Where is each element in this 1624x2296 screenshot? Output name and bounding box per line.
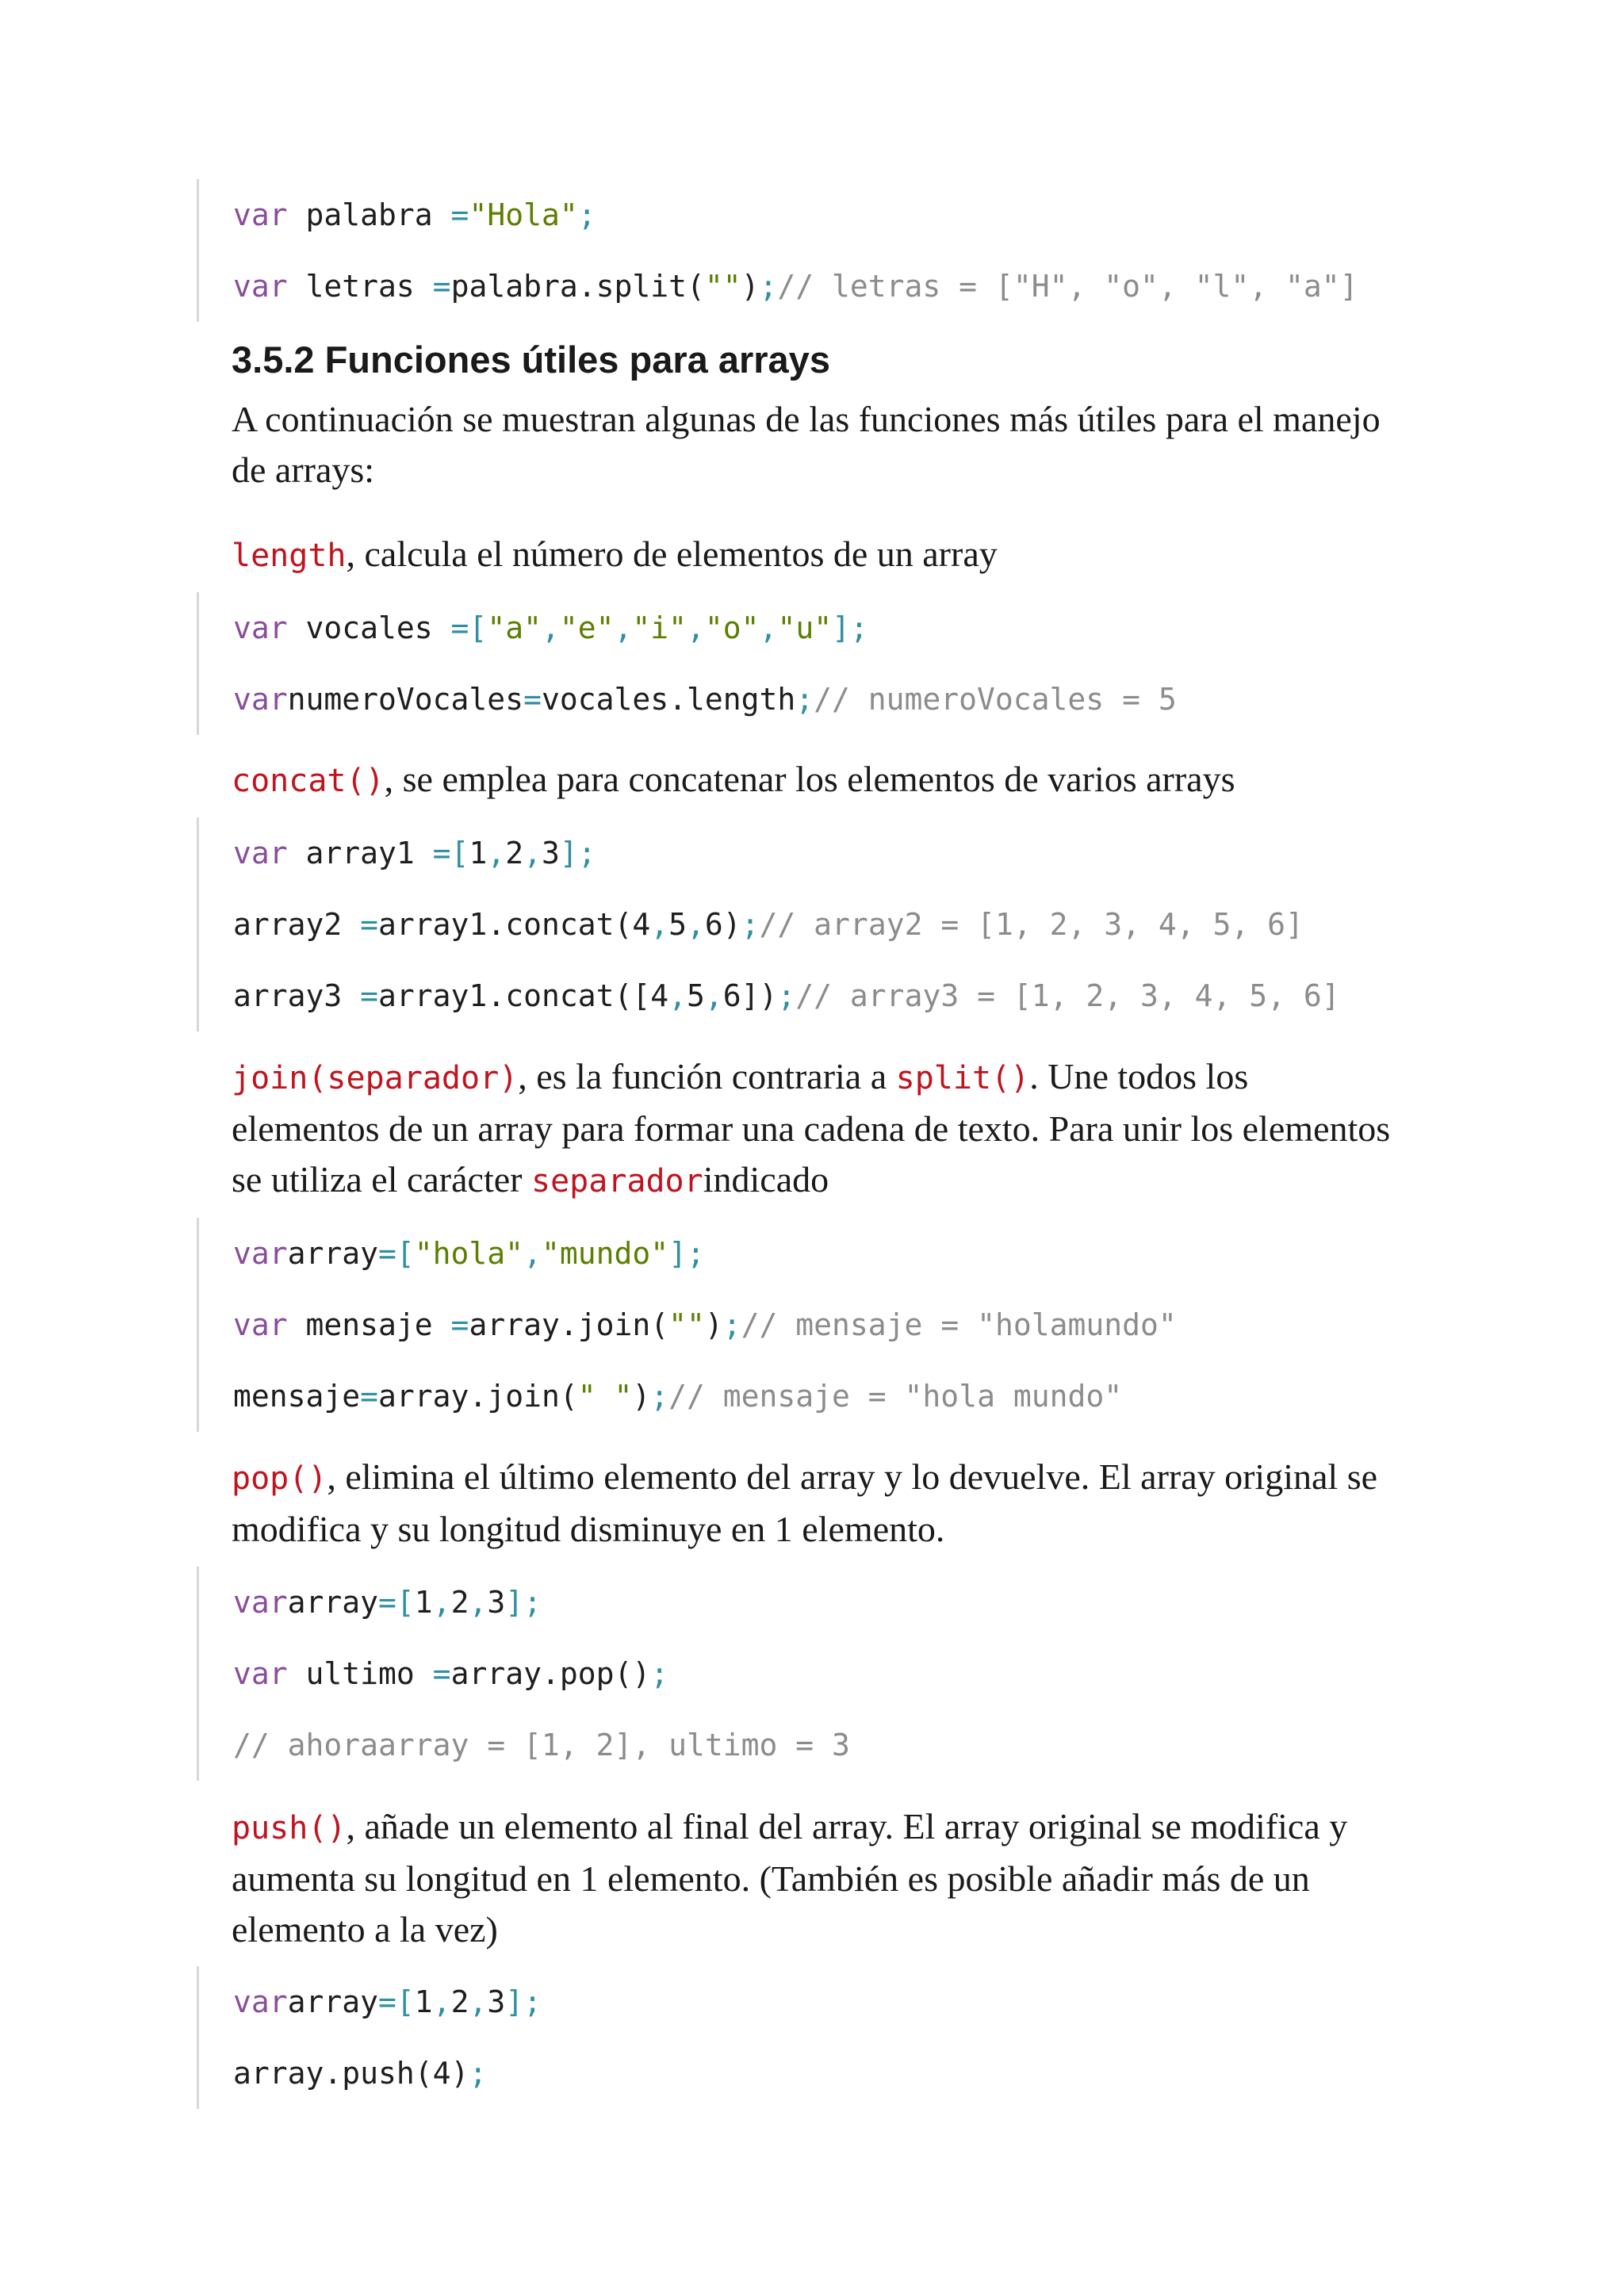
string-token: "u" (777, 610, 833, 645)
identifier-token: 6) (704, 907, 741, 942)
identifier-token: letras (287, 269, 433, 304)
identifier-token: array (287, 1236, 379, 1271)
identifier-token: 1 (469, 836, 488, 871)
string-token: "mundo" (541, 1236, 669, 1271)
identifier-token: 6]) (722, 978, 778, 1013)
punctuation-token: =[ (378, 1585, 415, 1620)
punctuation-token: , (687, 907, 705, 942)
string-token: "Hola" (469, 197, 578, 232)
identifier-token: 1 (414, 1585, 433, 1620)
keyword-token: var (233, 1585, 288, 1620)
identifier-token: ) (704, 1307, 723, 1342)
punctuation-token: ; (759, 269, 778, 304)
punctuation-token: , (650, 907, 669, 942)
code-line (233, 1360, 1177, 1432)
punctuation-token: ]; (559, 836, 596, 871)
split-function-name: split() (895, 1060, 1030, 1096)
identifier-token: array1.concat(4 (378, 907, 651, 942)
comment-token: // ahoraarray = [1, 2], ultimo = 3 (233, 1728, 850, 1762)
code-line (233, 889, 1340, 960)
punctuation-token: , (432, 1585, 451, 1620)
keyword-token: var (233, 269, 288, 304)
code-line (233, 251, 1358, 322)
code-line (233, 1709, 850, 1781)
concat-function-name: concat() (232, 763, 385, 799)
code-line (233, 664, 1177, 735)
keyword-token: var (233, 197, 288, 232)
identifier-token: array.push(4) (233, 2056, 469, 2091)
punctuation-token: =[ (432, 836, 469, 871)
concat-description (232, 754, 1405, 806)
push-description (232, 1801, 1405, 1955)
identifier-token: palabra (287, 197, 451, 232)
punctuation-token: , (523, 1236, 542, 1271)
keyword-token: var (233, 1656, 288, 1691)
punctuation-token: =[ (450, 610, 488, 645)
string-token: "hola" (414, 1236, 524, 1271)
punctuation-token: ]; (505, 1585, 542, 1620)
identifier-token: array.join( (378, 1379, 578, 1414)
punctuation-token: ]; (668, 1236, 705, 1271)
identifier-token: 3 (542, 836, 560, 871)
code-line (233, 1567, 850, 1638)
code-line (233, 179, 1358, 251)
comment-token: // numeroVocales = 5 (814, 682, 1177, 717)
code-block-push (197, 1966, 542, 2109)
string-token: "a" (487, 610, 542, 645)
punctuation-token: ; (650, 1379, 669, 1414)
punctuation-token: , (469, 1585, 488, 1620)
section-heading: 3.5.2 Funciones útiles para arrays (232, 339, 830, 381)
punctuation-token: ; (650, 1656, 669, 1691)
keyword-token: var (233, 1307, 288, 1342)
punctuation-token: , (668, 978, 687, 1013)
length-description (232, 529, 1405, 581)
identifier-token: 2 (450, 1585, 469, 1620)
punctuation-token: =[ (378, 1236, 415, 1271)
comment-token: // mensaje = "holamundo" (741, 1307, 1177, 1342)
identifier-token: 3 (487, 1585, 506, 1620)
keyword-token: var (233, 682, 288, 717)
pop-description-text: , elimina el último elemento del array y lo devuelve. El array original se modifica y su longitud disminuye en 1 elemento. (232, 1456, 1378, 1549)
punctuation-token: , (469, 1984, 488, 2019)
code-line (233, 1289, 1177, 1360)
string-token: "o" (704, 610, 760, 645)
join-function-name: join(separador) (232, 1060, 519, 1096)
join-description-text-3: indicado (703, 1159, 829, 1200)
identifier-token: array2 (233, 907, 361, 942)
punctuation-token: = (360, 978, 379, 1013)
keyword-token: var (233, 1236, 288, 1271)
punctuation-token: = (450, 1307, 469, 1342)
code-line (233, 1638, 850, 1709)
join-description (232, 1051, 1405, 1207)
code-line (233, 1218, 1177, 1289)
punctuation-token: , (614, 610, 633, 645)
punctuation-token: ; (795, 682, 814, 717)
identifier-token: vocales.length (541, 682, 796, 717)
punctuation-token: ; (577, 197, 596, 232)
identifier-token: array (287, 1984, 379, 2019)
identifier-token: array.pop() (450, 1656, 651, 1691)
comment-token: // array2 = [1, 2, 3, 4, 5, 6] (759, 907, 1304, 942)
code-block-split (197, 179, 1358, 322)
punctuation-token: ; (777, 978, 796, 1013)
string-token: "i" (632, 610, 688, 645)
code-block-join (197, 1218, 1177, 1432)
separador-parameter-name: separador (530, 1163, 703, 1200)
length-function-name: length (232, 538, 347, 574)
code-block-pop (197, 1567, 850, 1781)
join-description-text-2: . Une todos los elementos de un array para formar una cadena de texto. Para unir los elementos se utiliza el carácter (232, 1056, 1391, 1200)
identifier-token: 5 (668, 907, 687, 942)
identifier-token: array.join( (469, 1307, 669, 1342)
code-line (233, 960, 1340, 1031)
comment-token: // letras = ["H", "o", "l", "a"] (777, 269, 1358, 304)
identifier-token: ultimo (287, 1656, 433, 1691)
code-line (233, 592, 1177, 664)
punctuation-token: = (432, 1656, 451, 1691)
join-description-text-1: , es la función contraria a (518, 1056, 896, 1096)
pop-function-name: pop() (232, 1460, 327, 1497)
identifier-token: mensaje (287, 1307, 451, 1342)
punctuation-token: ; (469, 2056, 488, 2091)
punctuation-token: = (432, 269, 451, 304)
keyword-token: var (233, 1984, 288, 2019)
identifier-token: mensaje (233, 1379, 361, 1414)
punctuation-token: , (541, 610, 560, 645)
identifier-token: ) (632, 1379, 651, 1414)
code-line (233, 817, 1340, 889)
identifier-token: ) (741, 269, 760, 304)
push-function-name: push() (232, 1810, 347, 1846)
punctuation-token: , (523, 836, 542, 871)
identifier-token: array1.concat([4 (378, 978, 669, 1013)
keyword-token: var (233, 836, 288, 871)
punctuation-token: = (360, 1379, 379, 1414)
punctuation-token: =[ (378, 1984, 415, 2019)
comment-token: // array3 = [1, 2, 3, 4, 5, 6] (795, 978, 1340, 1013)
intro-paragraph: A continuación se muestran algunas de las funciones más útiles para el manejo de arrays: (232, 399, 1381, 490)
push-description-text: , añade un elemento al final del array. El array original se modifica y aumenta su longitud en 1 elemento. (También es posible añadir más de un elemento a la vez) (232, 1806, 1348, 1950)
punctuation-token: , (487, 836, 506, 871)
identifier-token: array (287, 1585, 379, 1620)
string-token: "e" (559, 610, 615, 645)
concat-description-text: , se emplea para concatenar los elementos de varios arrays (384, 759, 1235, 799)
identifier-token: palabra.split( (450, 269, 705, 304)
punctuation-token: ]; (832, 610, 868, 645)
code-line (233, 2038, 542, 2109)
identifier-token: 2 (505, 836, 524, 871)
string-token: "" (668, 1307, 705, 1342)
punctuation-token: ; (722, 1307, 741, 1342)
length-description-text: , calcula el número de elementos de un array (346, 534, 998, 574)
code-block-concat (197, 817, 1340, 1031)
identifier-token: array3 (233, 978, 361, 1013)
identifier-token: numeroVocales (287, 682, 524, 717)
punctuation-token: ; (741, 907, 760, 942)
code-line (233, 1966, 542, 2038)
string-token: " " (577, 1379, 633, 1414)
punctuation-token: , (687, 610, 705, 645)
punctuation-token: , (704, 978, 723, 1013)
punctuation-token: = (523, 682, 542, 717)
punctuation-token: , (432, 1984, 451, 2019)
identifier-token: array1 (287, 836, 433, 871)
identifier-token: 2 (450, 1984, 469, 2019)
keyword-token: var (233, 610, 288, 645)
identifier-token: 5 (686, 978, 705, 1013)
punctuation-token: ]; (505, 1984, 542, 2019)
identifier-token: 3 (487, 1984, 506, 2019)
identifier-token: vocales (287, 610, 451, 645)
code-block-length (197, 592, 1177, 735)
string-token: "" (704, 269, 741, 304)
comment-token: // mensaje = "hola mundo" (668, 1379, 1123, 1414)
pop-description (232, 1452, 1405, 1555)
punctuation-token: = (450, 197, 469, 232)
punctuation-token: = (360, 907, 379, 942)
punctuation-token: , (759, 610, 778, 645)
identifier-token: 1 (414, 1984, 433, 2019)
